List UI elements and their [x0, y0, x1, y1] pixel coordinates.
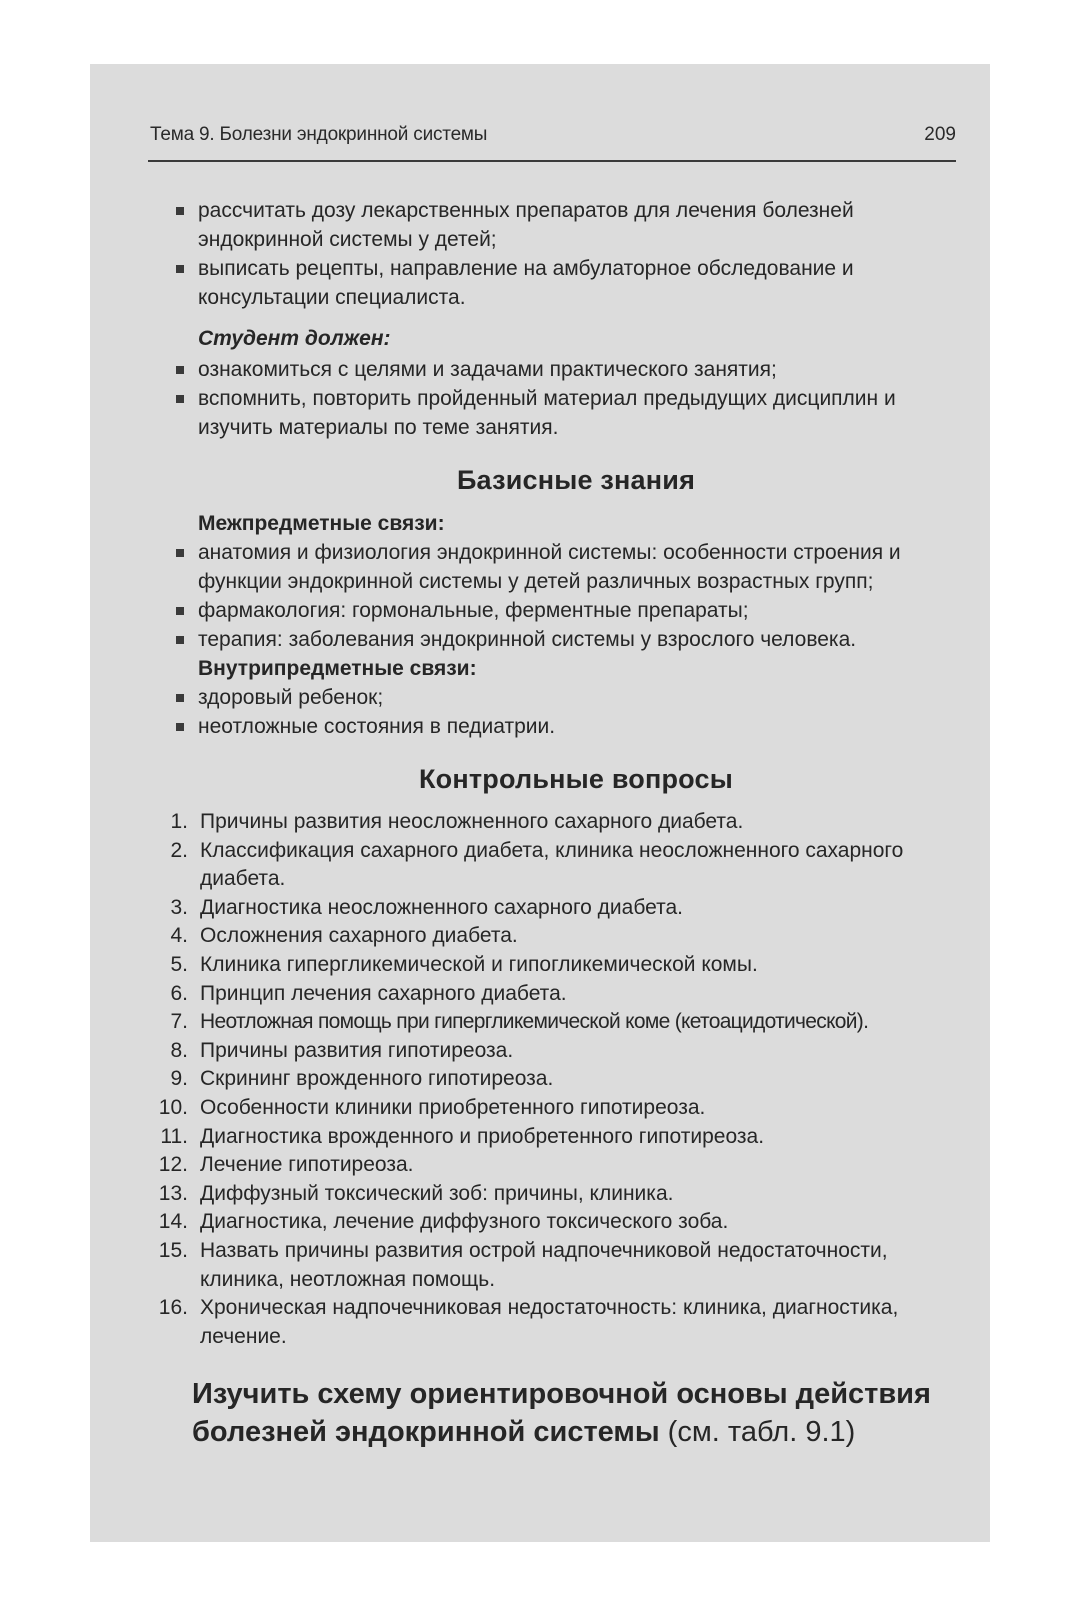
bullet-icon: [176, 207, 184, 215]
bullet-icon: [176, 395, 184, 403]
question-item: 10. Особенности клиники приобретенного гипотиреоза.: [158, 1095, 706, 1119]
list-item: вспомнить, повторить пройденный материал предыдущих дисциплин и изучить материалы по теме занятия.: [170, 384, 952, 442]
book-page: [90, 64, 990, 1542]
table-reference: (см. табл. 9.1): [659, 1416, 856, 1449]
question-item: 15. Назвать причины развития острой надпочечниковой недостаточности, клиника, неотложная помощь.: [158, 1238, 888, 1291]
intra-subject-heading: Внутрипредметные связи:: [198, 657, 477, 680]
final-instruction: [192, 1375, 952, 1451]
question-item: 4. Осложнения сахарного диабета.: [170, 924, 518, 948]
control-questions-list: [158, 808, 952, 1351]
bullet-icon: [176, 694, 184, 702]
running-header: [150, 124, 956, 156]
inter-subject-list: [170, 538, 952, 654]
list-item: неотложные состояния в педиатрии.: [170, 712, 952, 741]
list-item: ознакомиться с целями и задачами практического занятия;: [170, 355, 952, 384]
question-item: 9. Скрининг врожденного гипотиреоза.: [170, 1067, 554, 1091]
question-item: 6. Принцип лечения сахарного диабета.: [170, 981, 567, 1005]
running-header-title: Тема 9. Болезни эндокринной системы: [150, 124, 488, 145]
list-item: здоровый ребенок;: [170, 683, 952, 712]
question-item: 16. Хроническая надпочечниковая недостаточность: клиника, диагностика, лечение.: [158, 1296, 899, 1348]
question-item: 3. Диагностика неосложненного сахарного диабета.: [170, 895, 683, 919]
page-number: 209: [924, 124, 956, 145]
intra-subject-list: [170, 683, 952, 741]
bullet-icon: [176, 607, 184, 615]
bullet-icon: [176, 366, 184, 374]
section-heading-basic-knowledge: Базисные знания: [456, 465, 696, 495]
bullet-icon: [176, 723, 184, 731]
question-item: 14. Диагностика, лечение диффузного токсического зоба.: [158, 1210, 729, 1234]
bullet-icon: [176, 549, 184, 557]
inter-subject-heading: Межпредметные связи:: [198, 512, 445, 535]
bullet-icon: [176, 636, 184, 644]
question-item: 7. Неотложная помощь при гипергликемической коме (кетоацидотической).: [170, 1010, 869, 1034]
final-instruction-bold: Изучить схему ориентировочной основы действия болезней эндокринной системы: [192, 1378, 931, 1449]
intro-bullet-list: [170, 196, 952, 312]
list-item: терапия: заболевания эндокринной системы у взрослого человека.: [170, 625, 952, 654]
section-heading-control-questions: Контрольные вопросы: [419, 764, 733, 794]
question-item: 5. Клиника гипергликемической и гипогликемической комы.: [170, 952, 758, 976]
question-item: 8. Причины развития гипотиреоза.: [170, 1038, 514, 1062]
header-rule: [148, 160, 956, 162]
student-bullet-list: [170, 355, 952, 442]
list-item: выписать рецепты, направление на амбулаторное обследование и консультации специалиста.: [170, 254, 952, 312]
list-item: анатомия и физиология эндокринной системы: особенности строения и функции эндокринной системы у детей различных возрастных групп;: [170, 538, 952, 596]
list-item: фармакология: гормональные, ферментные препараты;: [170, 596, 952, 625]
list-item: рассчитать дозу лекарственных препаратов для лечения болезней эндокринной системы у детей;: [170, 196, 952, 254]
student-heading: Студент должен:: [198, 327, 391, 350]
bullet-icon: [176, 265, 184, 273]
question-item: 13. Диффузный токсический зоб: причины, клиника.: [158, 1181, 674, 1205]
question-item: 11. Диагностика врожденного и приобретенного гипотиреоза.: [160, 1124, 765, 1148]
question-item: 2. Классификация сахарного диабета, клиника неосложненного сахарного диабета.: [170, 838, 904, 891]
question-item: 1. Причины развития неосложненного сахарного диабета.: [170, 810, 744, 833]
question-item: 12. Лечение гипотиреоза.: [158, 1153, 414, 1177]
page-content: [158, 196, 952, 1451]
